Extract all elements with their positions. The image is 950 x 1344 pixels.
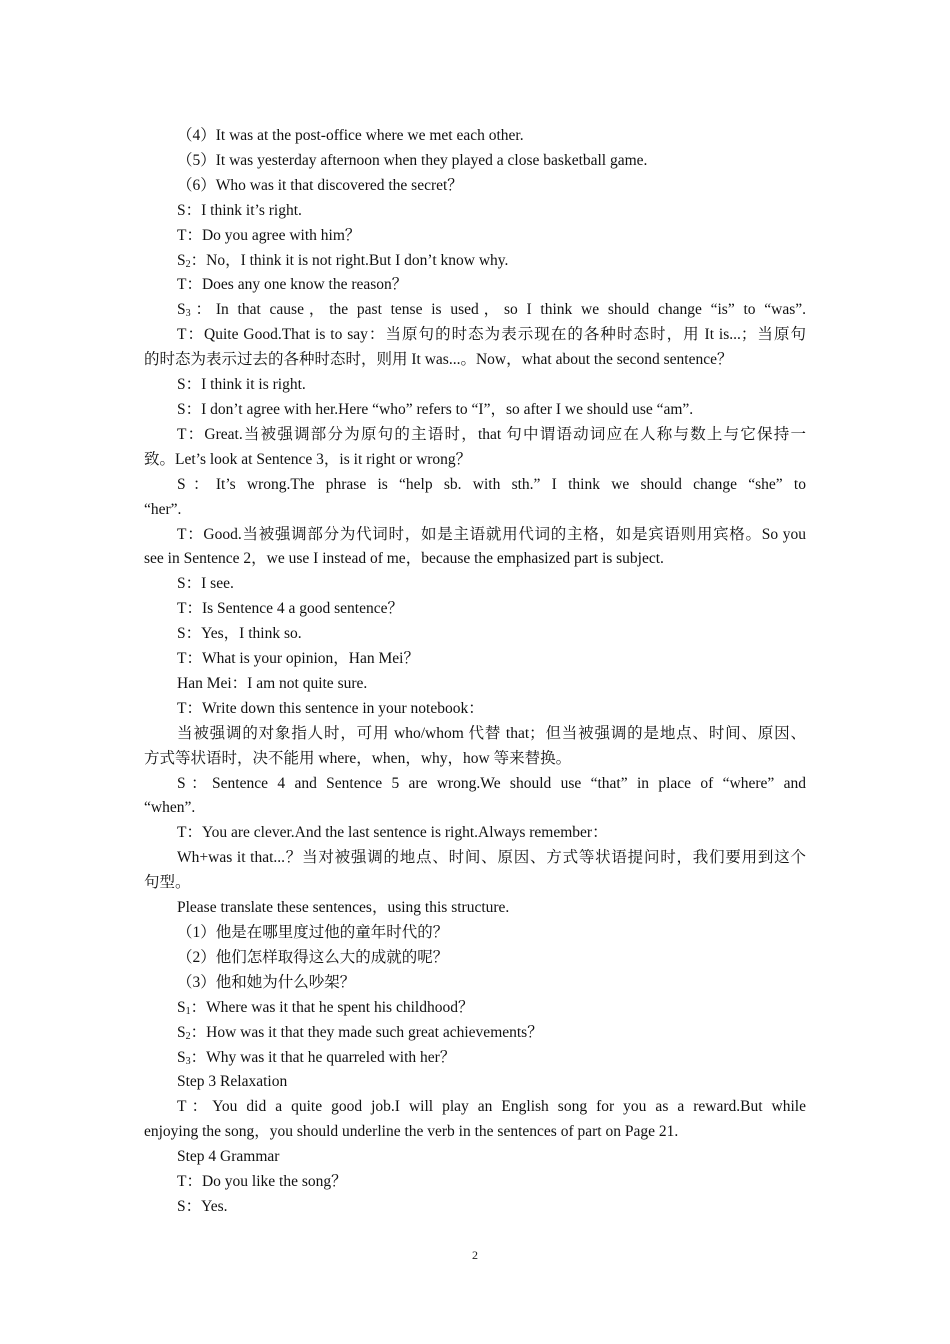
speaker-subscript: 2	[185, 258, 191, 270]
text-line: T：Great.当被强调部分为原句的主语时，that 句中谓语动词应在人称与数上与它保持一	[177, 425, 806, 443]
text-line: S：I think it’s right.	[177, 201, 302, 219]
section-heading: Step 3 Relaxation	[177, 1073, 288, 1091]
document-body	[144, 124, 806, 1220]
text-line: T：Do you like the song？	[177, 1173, 347, 1191]
text-line	[144, 1046, 806, 1071]
text-line: （5）It was yesterday afternoon when they played a close basketball game.	[177, 151, 648, 169]
line-text: ：Why was it that he quarreled with her？	[190, 1048, 456, 1066]
text-line: S：I think it is right.	[177, 376, 306, 394]
text-line: Please translate these sentences，using this structure.	[177, 899, 510, 917]
line-text: ：How was it that they made such great achievements？	[190, 1023, 543, 1041]
line-text: ：No，I think it is not right.But I don’t know why.	[190, 251, 509, 269]
text-line	[144, 249, 806, 274]
section-heading: Step 4 Grammar	[177, 1148, 280, 1166]
text-line: T：Good.当被强调部分为代词时，如是主语就用代词的主格，如是宾语则用宾格。So you	[177, 525, 806, 543]
text-line: 致。Let’s look at Sentence 3，is it right or wrong？	[144, 450, 472, 468]
text-line: S：Sentence 4 and Sentence 5 are wrong.We should use “that” in place of “where” and	[177, 774, 806, 792]
speaker-label: S	[177, 1048, 186, 1066]
page-number: 2	[472, 1248, 478, 1262]
text-line: T：What is your opinion，Han Mei？	[177, 650, 419, 668]
text-line: （1）他是在哪里度过他的童年时代的？	[177, 924, 449, 941]
text-line: T：Does any one know the reason？	[177, 276, 408, 294]
text-line: T：Is Sentence 4 a good sentence？	[177, 600, 403, 618]
text-line	[144, 298, 806, 323]
text-line: “her”.	[144, 500, 182, 518]
text-line: （2）他们怎样取得这么大的成就的呢？	[177, 948, 449, 966]
text-line: T：You are clever.And the last sentence is right.Always remember：	[177, 824, 608, 842]
text-line: enjoying the song，you should underline the verb in the sentences of part on Page 21.	[144, 1123, 679, 1141]
speaker-subscript: 3	[185, 308, 191, 320]
text-line: 句型。	[144, 874, 191, 892]
text-line: Wh+was it that...？当对被强调的地点、时间、原因、方式等状语提问时，我们要用到这个	[177, 849, 806, 867]
text-line: 的时态为表示过去的各种时态时，则用 It was...。Now，what about the second sentence？	[144, 351, 733, 369]
text-line: S：I see.	[177, 575, 234, 593]
speaker-label: S	[177, 251, 186, 269]
text-line	[144, 1021, 806, 1046]
text-line: see in Sentence 2，we use I instead of me，because the emphasized part is subject.	[144, 550, 664, 568]
text-line: Han Mei：I am not quite sure.	[177, 674, 368, 692]
speaker-label: S	[177, 998, 186, 1016]
text-line: S：Yes.	[177, 1197, 228, 1215]
line-text: ：Where was it that he spent his childhood？	[190, 998, 474, 1016]
text-line: 当被强调的对象指人时，可用 who/whom 代替 that；但当被强调的是地点、时间、原因、	[177, 724, 806, 742]
text-line: S：I don’t agree with her.Here “who” refers to “I”，so after I we should use “am”.	[177, 400, 694, 418]
text-line: （6）Who was it that discovered the secret？	[177, 176, 463, 194]
text-line: 方式等状语时，决不能用 where，when，why，how 等来替换。	[144, 749, 572, 767]
text-line: “when”.	[144, 799, 196, 817]
text-line: T：You did a quite good job.I will play an English song for you as a reward.But while	[177, 1098, 806, 1116]
text-line: T：Do you agree with him？	[177, 226, 361, 244]
speaker-subscript: 1	[185, 1005, 191, 1017]
text-line: S：Yes，I think so.	[177, 625, 302, 643]
text-line: （4）It was at the post-office where we met each other.	[177, 127, 524, 144]
text-line: S：It’s wrong.The phrase is “help sb. with sth.” I think we should change “she” to	[177, 475, 806, 493]
text-line: （3）他和她为什么吵架？	[177, 973, 356, 991]
speaker-subscript: 3	[185, 1055, 191, 1067]
speaker-subscript: 2	[185, 1030, 191, 1042]
text-line: T：Quite Good.That is to say：当原句的时态为表示现在的各种时态时，用 It is...；当原句	[177, 326, 806, 344]
text-line: T：Write down this sentence in your notebook：	[177, 699, 484, 717]
line-text: ：In that cause，the past tense is used，so I think we should change “is” to “was”.	[190, 301, 806, 319]
speaker-label: S	[177, 301, 186, 319]
speaker-label: S	[177, 1023, 186, 1041]
text-line	[144, 996, 806, 1021]
